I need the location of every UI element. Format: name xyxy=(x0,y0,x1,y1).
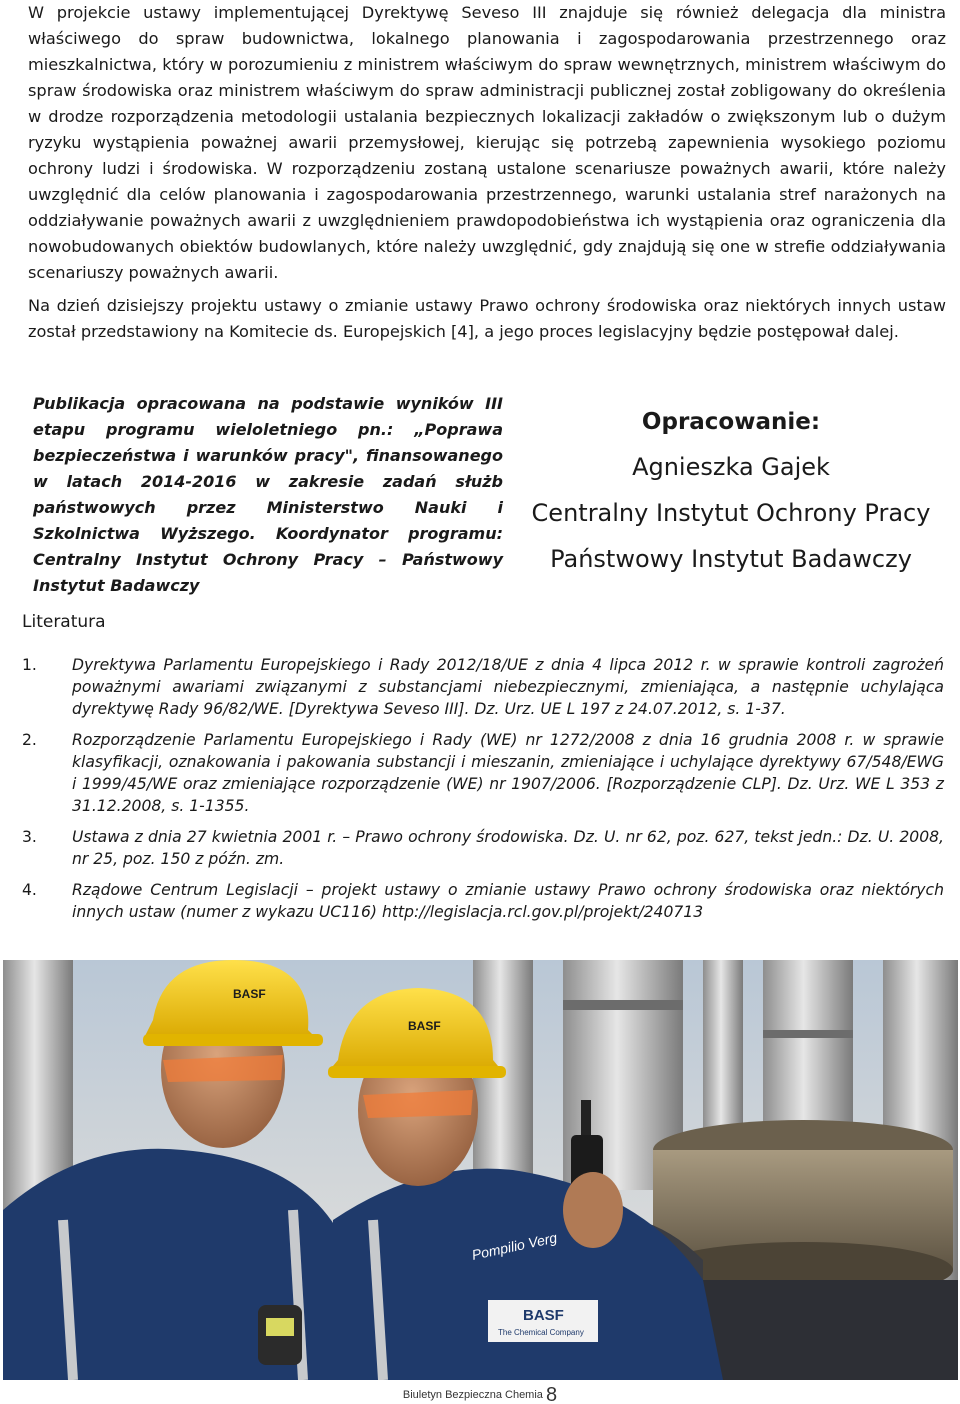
credits-heading: Opracowanie: xyxy=(641,409,821,435)
radio-antenna xyxy=(581,1100,591,1140)
reference-text: Dyrektywa Parlamentu Europejskiego i Rady 2012/18/UE z dnia 4 lipca 2012 r. w sprawie kontroli zagrożeń poważnymi awariami związanymi z substancjami niebezpiecznymi, zmieniająca, a następnie uchylająca dyrektywę Rady 96/82/WE. [Dyrektywa Seveso III]. Dz. Urz. UE L 197 z 24.07.2012, s. 1-37. xyxy=(72,656,944,718)
publication-note: Publikacja opracowana na podstawie wyników III etapu programu wieloletniego pn.: „Poprawa bezpieczeństwa i warunków pracy", finansowanego w latach 2014-2016 w zakresie zadań służb państwowych przez Ministerstwo Nauki i Szkolnictwa Wyższego. Koordynator programu: Centralny Instytut Ochrony Pracy – Państwowy Instytut Badawczy xyxy=(33,394,503,595)
helmet-logo: BASF xyxy=(408,1019,441,1033)
credits-institution-type: Państwowy Instytut Badawczy xyxy=(550,545,912,573)
reference-list xyxy=(22,654,944,932)
jacket-logo: BASF xyxy=(523,1307,564,1324)
footer-publication: Biuletyn Bezpieczna Chemia xyxy=(402,1389,543,1401)
helmet-logo: BASF xyxy=(233,987,266,1001)
credits-block xyxy=(518,406,944,590)
reference-number: 1. xyxy=(22,656,37,674)
page-number: 8 xyxy=(545,1384,558,1404)
body-paragraph: W projekcie ustawy implementującej Dyrektywę Seveso III znajduje się również delegacja dla ministra właściwego do spraw budownictwa, lokalnego planowania i zagospodarowania przestrzennego oraz mieszkalnictwa, który w porozumieniu z ministrem właściwym do spraw wewnętrznych, ministrem właściwym do spraw środowiska oraz ministrem właściwym do spraw administracji publicznej został zobligowany do określenia w drodze rozporządzenia metodologii ustalania bezpiecznych lokalizacji zakładów o zwiększonym lub o dużym ryzyku wystąpienia poważnej awarii przemysłowej, kierując się potrzebą zapewnienia wysokiego poziomu ochrony ludzi i środowiska. W rozporządzeniu zostaną ustalone scenariusze poważnych awarii, które należy uwzględnić dla celów planowania i zagospodarowania przestrzennego, warunki ustalania stref narażonych na oddziaływanie poważnych awarii z uwzględnieniem prawdopodobieństwa ich wystąpienia oraz ograniczenia dla nowobudowanych obiektów budowlanych, które należy uwzględnić, gdy znajdują się one w strefie oddziaływania scenariuszy poważnych awarii. xyxy=(28,3,946,282)
credits-author: Agnieszka Gajek xyxy=(632,453,830,481)
reference-text: Rządowe Centrum Legislacji – projekt ustawy o zmianie ustawy Prawo ochrony środowiska oraz niektórych innych ustaw (numer z wykazu UC116) http://legislacja.rcl.gov.pl/projekt/240713 xyxy=(72,881,944,921)
reference-number: 3. xyxy=(22,828,37,846)
workers-illustration xyxy=(3,960,958,1380)
literature-title: Literatura xyxy=(22,612,106,632)
reference-item xyxy=(22,879,944,923)
reference-number: 4. xyxy=(22,881,37,899)
page-footer xyxy=(0,1384,960,1404)
reference-text: Rozporządzenie Parlamentu Europejskiego i Rady (WE) nr 1272/2008 z dnia 16 grudnia 2008 r. w sprawie klasyfikacji, oznakowania i pakowania substancji i mieszanin, zmieniające i uchylające dyrektywy 67/548/EWG i 1999/45/WE oraz zmieniające rozporządzenie (WE) nr 1907/2006. [Rozporządzenie CLP]. Dz. Urz. WE L 353 z 31.12.2008, s. 1-1355. xyxy=(72,731,944,815)
reference-item xyxy=(22,729,944,817)
reference-item xyxy=(22,654,944,720)
credits-institution: Centralny Instytut Ochrony Pracy xyxy=(531,499,931,527)
reference-item xyxy=(22,826,944,870)
reference-number: 2. xyxy=(22,731,37,749)
body-paragraph: Na dzień dzisiejszy projektu ustawy o zmianie ustawy Prawo ochrony środowiska oraz niektórych innych ustaw został przedstawiony na Komitecie ds. Europejskich [4], a jego proces legislacyjny będzie postępował dalej. xyxy=(28,296,946,341)
reference-text: Ustawa z dnia 27 kwietnia 2001 r. – Prawo ochrony środowiska. Dz. U. nr 62, poz. 627, tekst jedn.: Dz. U. 2008, nr 25, poz. 150 z późn. zm. xyxy=(72,828,944,868)
jacket-tagline: The Chemical Company xyxy=(498,1328,584,1337)
workers-photo xyxy=(3,960,958,1380)
name-tag: Pompilio Verg xyxy=(470,1229,559,1263)
